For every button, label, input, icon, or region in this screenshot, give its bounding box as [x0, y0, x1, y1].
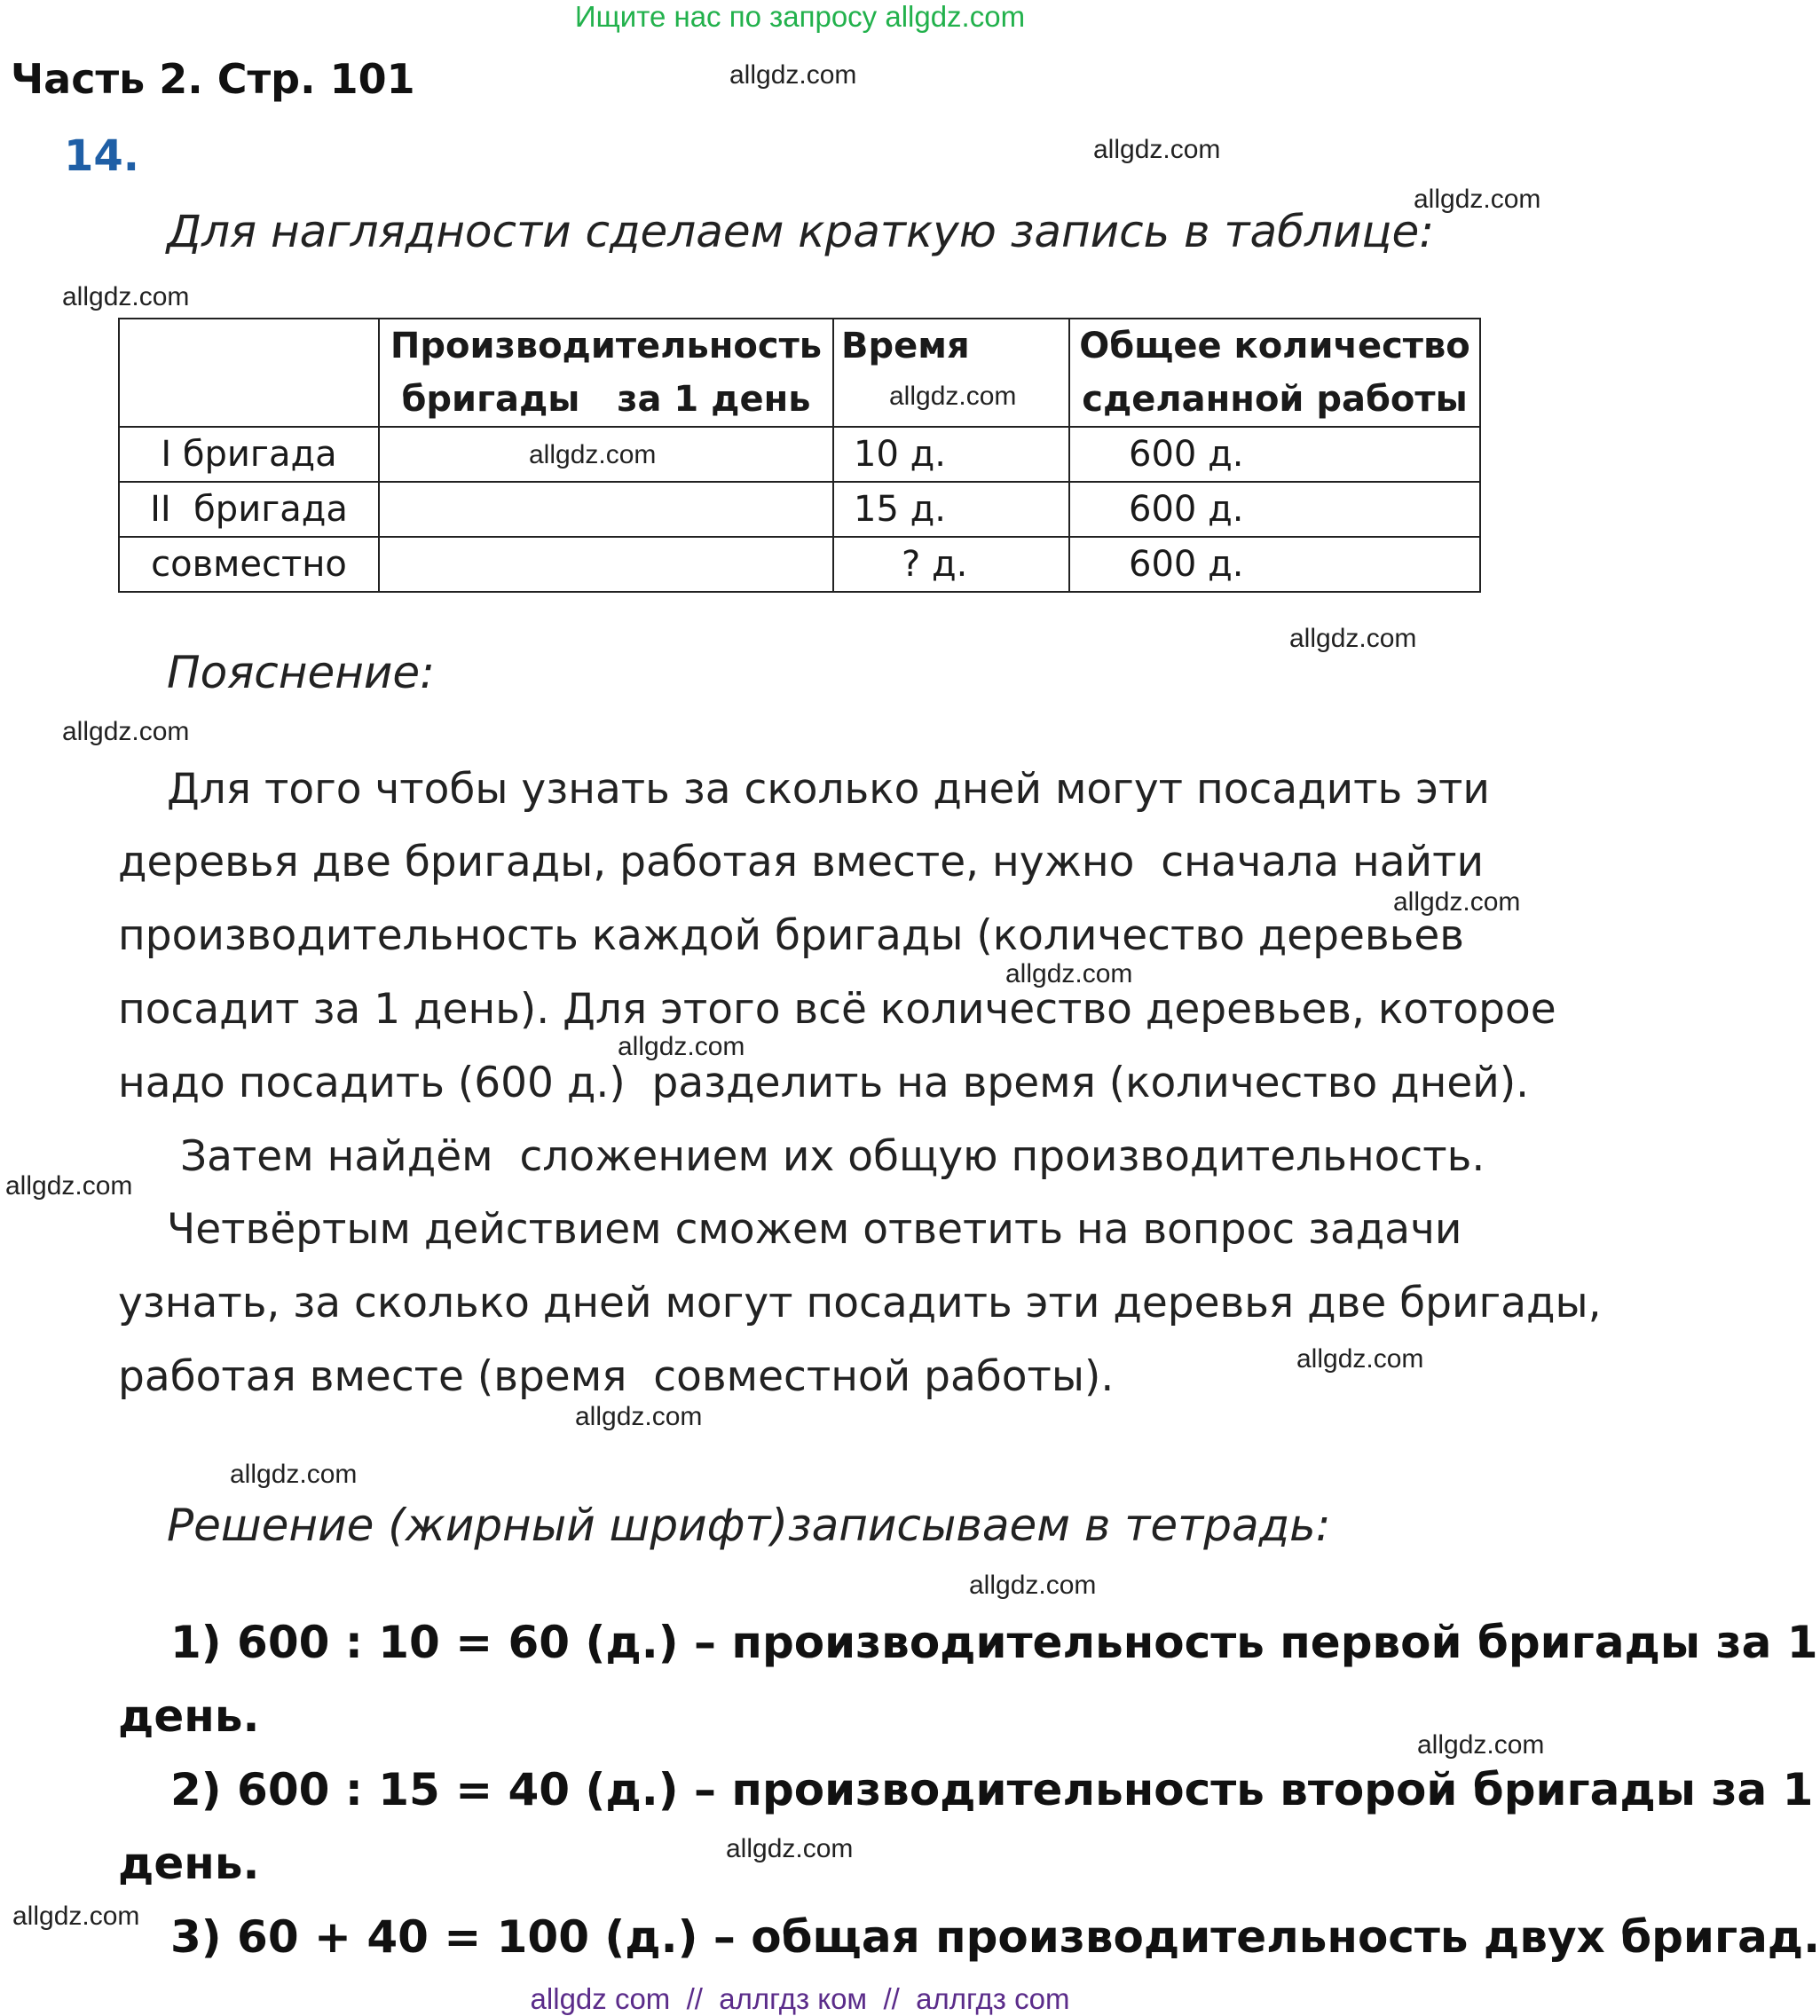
- watermark: allgdz.com: [12, 1902, 140, 1931]
- page-title: Часть 2. Стр. 101: [11, 55, 415, 103]
- watermark: allgdz.com: [1093, 135, 1221, 164]
- watermark: allgdz.com: [1417, 1730, 1545, 1760]
- watermark: allgdz.com: [62, 717, 190, 746]
- watermark: allgdz.com: [230, 1460, 358, 1489]
- watermark: allgdz.com: [726, 1834, 854, 1863]
- watermark: allgdz.com: [529, 440, 657, 469]
- table-header-productivity: [379, 319, 833, 427]
- table-row: [119, 482, 1480, 537]
- row-total: 600 д.: [1069, 482, 1480, 537]
- row-productivity: [379, 537, 833, 592]
- row-label: I бригада: [119, 427, 379, 482]
- solution-step-1-cont: день.: [118, 1690, 260, 1742]
- explanation-line: Для того чтобы узнать за сколько дней могут посадить эти: [167, 765, 1490, 814]
- watermark: allgdz.com: [729, 60, 857, 90]
- watermark: allgdz.com: [1296, 1344, 1424, 1374]
- watermark: allgdz.com: [1005, 959, 1133, 988]
- watermark: allgdz.com: [1414, 185, 1541, 214]
- explanation-heading: Пояснение:: [167, 647, 436, 698]
- header-total-line2: сделанной работы: [1082, 379, 1468, 420]
- explanation-line: работая вместе (время совместной работы).: [118, 1352, 1115, 1401]
- watermark: allgdz.com: [575, 1402, 703, 1431]
- table-header-empty: [119, 319, 379, 427]
- explanation-line: производительность каждой бригады (количество деревьев: [118, 911, 1464, 960]
- watermark: allgdz.com: [1393, 887, 1521, 917]
- solution-step-2: 2) 600 : 15 = 40 (д.) – производительность второй бригады за 1: [170, 1764, 1814, 1815]
- brief-table: [118, 318, 1481, 593]
- row-label: совместно: [119, 537, 379, 592]
- explanation-line: Четвёртым действием сможем ответить на вопрос задачи: [167, 1205, 1462, 1254]
- table-header-row: [119, 319, 1480, 427]
- row-time: 15 д.: [833, 482, 1069, 537]
- row-time: ? д.: [833, 537, 1069, 592]
- footer: allgdz com // аллгдз ком // аллгдз com: [530, 1982, 1070, 2015]
- row-productivity: [379, 482, 833, 537]
- watermark: allgdz.com: [1289, 624, 1417, 653]
- solution-step-2-cont: день.: [118, 1838, 260, 1889]
- watermark: allgdz.com: [5, 1171, 133, 1201]
- solution-step-1: 1) 600 : 10 = 60 (д.) – производительность первой бригады за 1: [170, 1617, 1818, 1668]
- row-total: 600 д.: [1069, 427, 1480, 482]
- row-time: 10 д.: [833, 427, 1069, 482]
- explanation-line: Затем найдём сложением их общую производительность.: [180, 1132, 1485, 1181]
- table-intro: Для наглядности сделаем краткую запись в таблице:: [167, 206, 1435, 257]
- explanation-line: деревья две бригады, работая вместе, нужно сначала найти: [118, 838, 1484, 886]
- top-banner: Ищите нас по запросу allgdz.com: [574, 0, 1026, 33]
- watermark: allgdz.com: [889, 382, 1017, 411]
- watermark: allgdz.com: [62, 282, 190, 311]
- table-header-total: [1069, 319, 1480, 427]
- watermark: allgdz.com: [618, 1032, 745, 1061]
- solution-step-3: 3) 60 + 40 = 100 (д.) – общая производительность двух бригад.: [170, 1911, 1820, 1963]
- explanation-line: надо посадить (600 д.) разделить на время (количество дней).: [118, 1059, 1530, 1107]
- header-time-line1: Время: [841, 326, 970, 366]
- explanation-line: узнать, за сколько дней могут посадить эти деревья две бригады,: [118, 1279, 1602, 1327]
- table-row: [119, 537, 1480, 592]
- solution-heading: Решение (жирный шрифт)записываем в тетрадь:: [167, 1500, 1331, 1551]
- header-productivity-line1: Производительность: [390, 326, 823, 366]
- row-label: II бригада: [119, 482, 379, 537]
- header-productivity-line2: бригады за 1 день: [401, 379, 811, 420]
- watermark: allgdz.com: [969, 1571, 1097, 1600]
- explanation-line: посадит за 1 день). Для этого всё количество деревьев, которое: [118, 985, 1556, 1034]
- header-total-line1: Общее количество: [1079, 326, 1470, 366]
- table-row: [119, 427, 1480, 482]
- row-total: 600 д.: [1069, 537, 1480, 592]
- task-number: 14.: [64, 131, 140, 181]
